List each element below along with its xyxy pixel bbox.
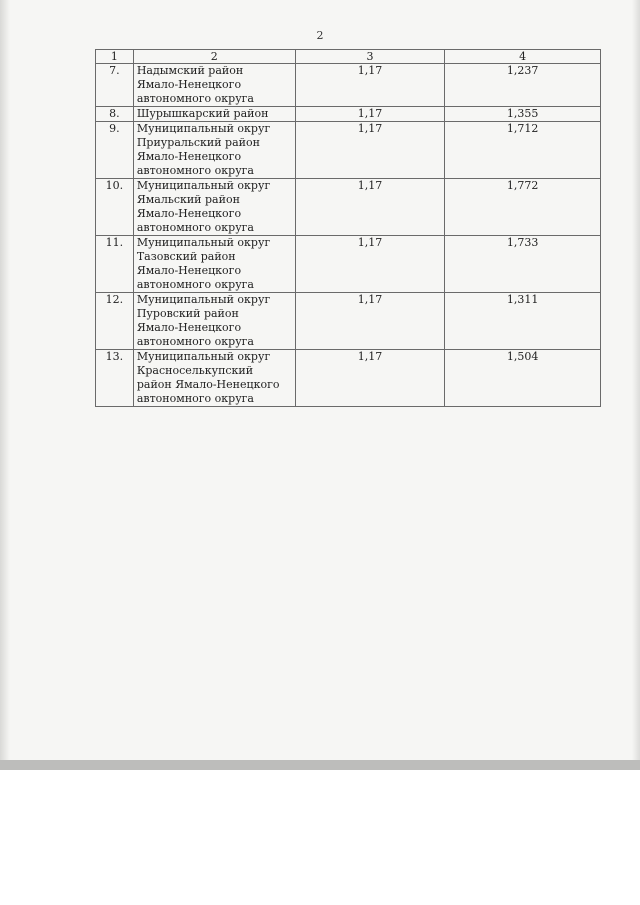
municipality-name	[133, 122, 295, 179]
name-line: Тазовский район	[136, 250, 236, 263]
table-row	[96, 236, 601, 293]
row-number: 9.	[96, 122, 134, 179]
column-4-value: 1,237	[445, 64, 601, 107]
name-line: Муниципальный округ	[136, 236, 271, 249]
header-cell: 4	[445, 50, 601, 64]
name-line: Ямало-Ненецкого	[136, 150, 242, 163]
name-line: Ямало-Ненецкого	[136, 264, 242, 277]
name-line: Муниципальный округ	[136, 293, 271, 306]
name-line: Ямальский район	[136, 193, 240, 206]
table-header-row	[96, 50, 601, 64]
municipality-name	[133, 179, 295, 236]
table-row	[96, 179, 601, 236]
municipality-name	[133, 236, 295, 293]
table-row	[96, 64, 601, 107]
name-line: автономного округа	[136, 392, 254, 405]
row-number: 7.	[96, 64, 134, 107]
name-line: Приуральский район	[136, 136, 260, 149]
column-4-value: 1,355	[445, 107, 601, 122]
row-number: 13.	[96, 350, 134, 407]
column-3-value: 1,17	[295, 122, 445, 179]
name-line: Муниципальный округ	[136, 122, 271, 135]
name-line: автономного округа	[136, 221, 254, 234]
name-line: Пуровский район	[136, 307, 239, 320]
municipality-name	[133, 350, 295, 407]
column-3-value: 1,17	[295, 64, 445, 107]
name-line: автономного округа	[136, 335, 254, 348]
header-cell: 2	[133, 50, 295, 64]
column-4-value: 1,712	[445, 122, 601, 179]
column-3-value: 1,17	[295, 236, 445, 293]
header-cell: 1	[96, 50, 134, 64]
column-4-value: 1,772	[445, 179, 601, 236]
name-line: Ямало-Ненецкого	[136, 207, 242, 220]
column-4-value: 1,733	[445, 236, 601, 293]
name-line: Шурышкарский район	[136, 107, 269, 120]
name-line: Красноселькупский	[136, 364, 254, 377]
name-line: район Ямало-Ненецкого	[136, 378, 280, 391]
municipality-name	[133, 293, 295, 350]
coefficients-table	[95, 49, 601, 407]
column-3-value: 1,17	[295, 350, 445, 407]
row-number: 12.	[96, 293, 134, 350]
row-number: 10.	[96, 179, 134, 236]
table-row	[96, 350, 601, 407]
table-row	[96, 122, 601, 179]
municipality-name	[133, 107, 295, 122]
name-line: автономного округа	[136, 92, 254, 105]
table-row	[96, 107, 601, 122]
column-3-value: 1,17	[295, 107, 445, 122]
scan-bottom-edge	[0, 760, 640, 770]
column-3-value: 1,17	[295, 293, 445, 350]
column-4-value: 1,311	[445, 293, 601, 350]
header-cell: 3	[295, 50, 445, 64]
column-3-value: 1,17	[295, 179, 445, 236]
name-line: Муниципальный округ	[136, 350, 271, 363]
name-line: Муниципальный округ	[136, 179, 271, 192]
column-4-value: 1,504	[445, 350, 601, 407]
page-number: 2	[316, 29, 324, 42]
row-number: 11.	[96, 236, 134, 293]
name-line: автономного округа	[136, 278, 254, 291]
row-number: 8.	[96, 107, 134, 122]
name-line: Ямало-Ненецкого	[136, 78, 242, 91]
scan-right-shadow	[632, 0, 640, 768]
scan-left-shadow	[0, 0, 10, 768]
name-line: Ямало-Ненецкого	[136, 321, 242, 334]
name-line: Надымский район	[136, 64, 244, 77]
name-line: автономного округа	[136, 164, 254, 177]
table-row	[96, 293, 601, 350]
municipality-name	[133, 64, 295, 107]
